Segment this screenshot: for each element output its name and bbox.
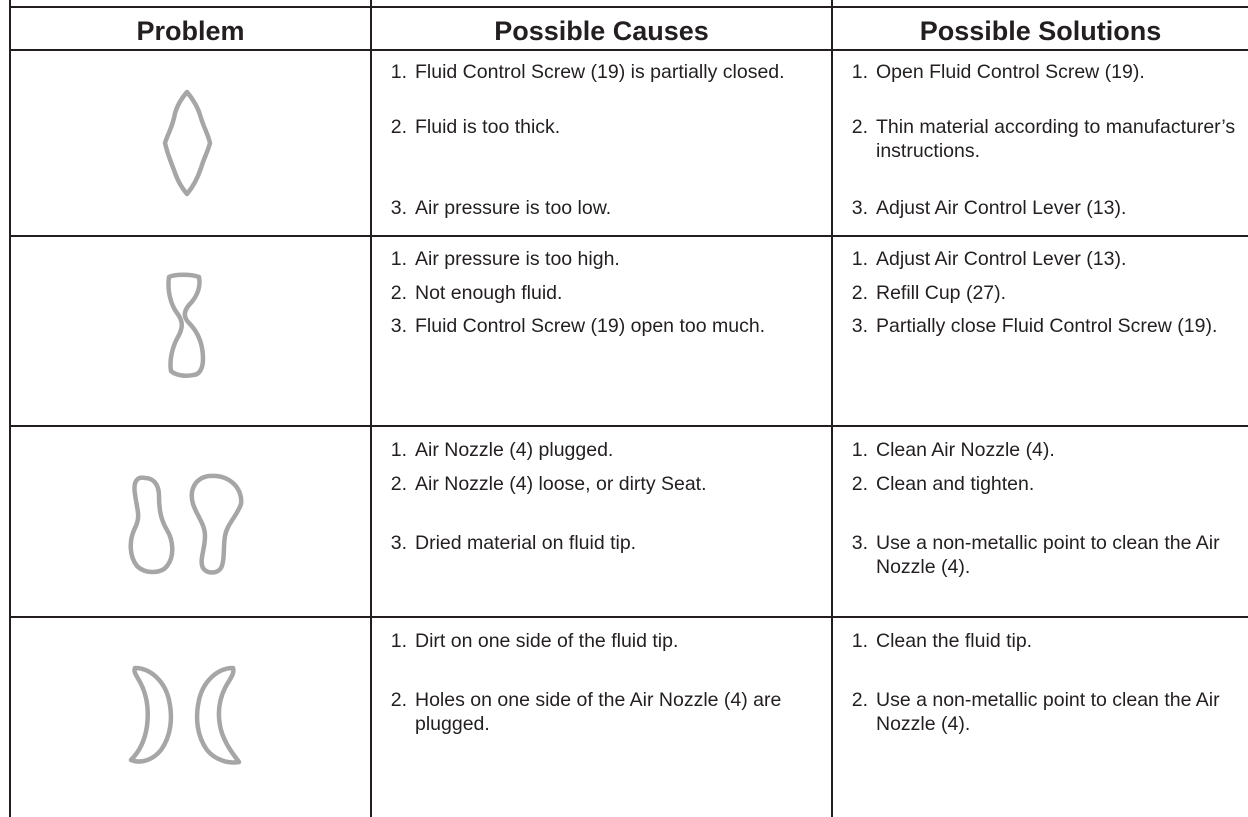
table-left-border [9,0,11,817]
spray-pattern-heavy-center-icon [152,88,222,198]
header-bottom-border [9,49,1248,51]
spray-pattern-crescent-icon [121,660,251,768]
spray-pattern-top-bottom-heavy-icon [123,470,251,580]
column-divider-causes [370,0,372,817]
table-top-border [9,6,1248,8]
header-possible-causes: Possible Causes [494,16,709,46]
column-divider-solutions [831,0,833,817]
row-1-bottom-border [9,235,1248,237]
spray-pattern-split-icon [159,271,215,381]
row-2-bottom-border [9,425,1248,427]
row-3-bottom-border [9,616,1248,618]
header-possible-solutions: Possible Solutions [919,16,1162,46]
header-problem: Problem [136,16,245,46]
table-grid: Problem Possible Causes Possible Solutions 1. Fluid Control Screw (19) is partially closed. 2. Fluid is too thick. 3. Air pressure is too low. 1. Open Fluid Control Screw (19). 2. Thin material according to manufacturer’s instructions. 3. Adjust Air Control Lever (13). 1. Air pressure is too high. 2. Not enough fluid. 3. Fluid Control Screw (19) open too much. 1. Adjust Air Control Lever (13). 2. Refill Cup (27). 3. Partially close Fluid Control Screw (19). 1. Air Nozzle (4) plugged. 2. Air Nozzle (4) loose, or dirty Seat. 3. Dried material on fluid tip. 1. Clean Air Nozzle (4). 2. Clean and tighten. 3. Use a non-metallic point to clean the Air Nozzle (4). 1. Dirt on one side of the fluid tip. 2. Holes on one side of the Air Nozzle (4) are plugged. 1. Clean the fluid tip. 2. Use a non-metallic point to clean the Air Nozzle (4). [9,0,1248,817]
